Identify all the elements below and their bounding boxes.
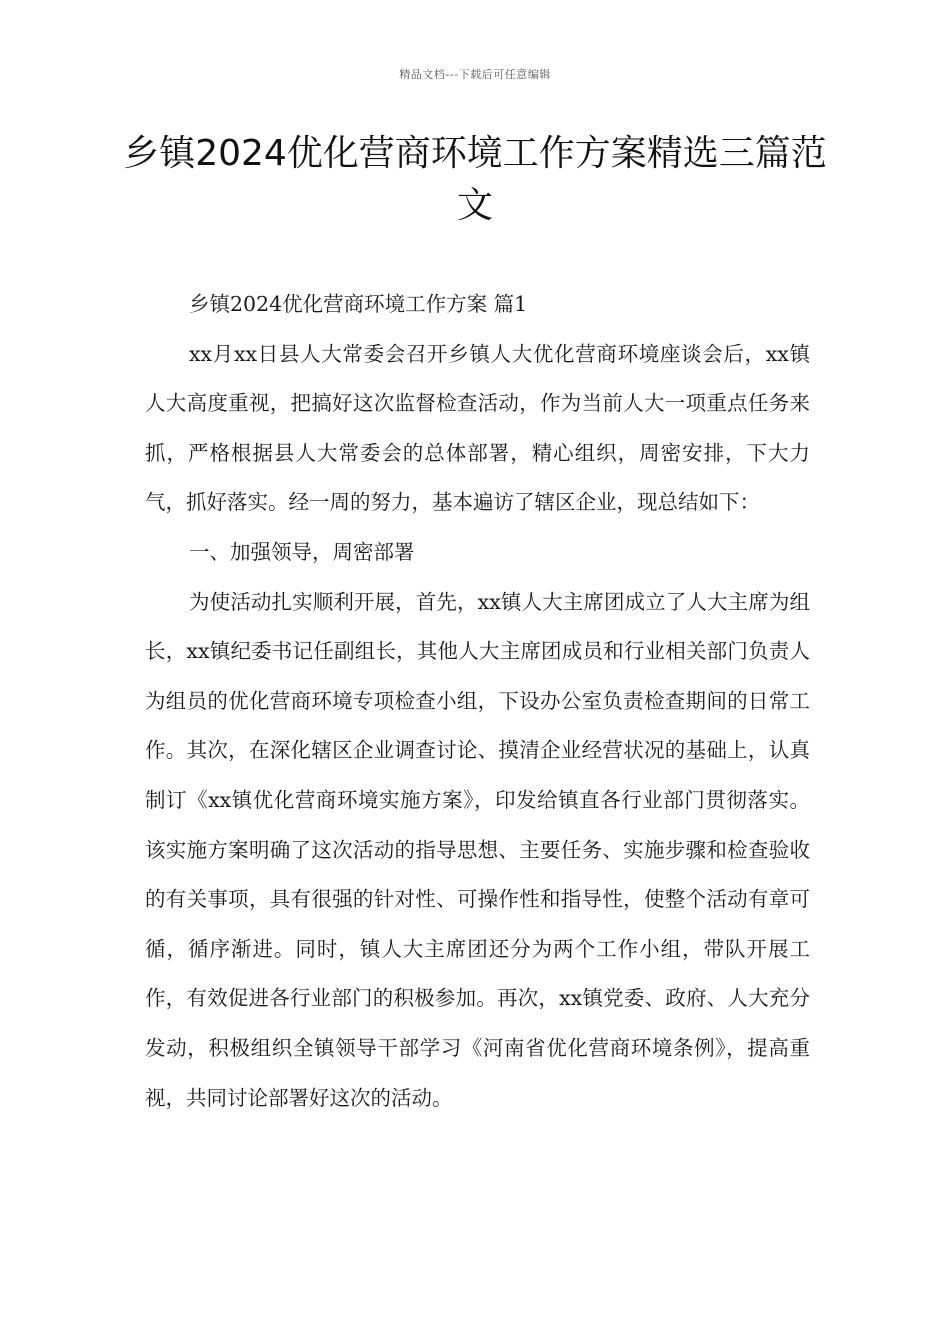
page-header-note: 精品文档---下载后可任意编辑 [399,68,551,81]
document-body [145,280,810,1123]
body-paragraph-1: 为使活动扎实顺利开展，首先，xx镇人大主席团成立了人大主席为组长，xx镇纪委书记任副组长，其他人大主席团成员和行业相关部门负责人为组员的优化营商环境专项检查小组，下设办公室负责检查期间的日常工作。其次，在深化辖区企业调查讨论、摸清企业经营状况的基础上，认真制订《xx镇优化营商环境实施方案》，印发给镇直各行业部门贯彻落实。该实施方案明确了这次活动的指导思想、主要任务、实施步骤和检查验收的有关事项，具有很强的针对性、可操作性和指导性，使整个活动有章可循，循序渐进。同时，镇人大主席团还分为两个工作小组，带队开展工作，有效促进各行业部门的积极参加。再次，xx镇党委、政府、人大充分发动，积极组织全镇领导干部学习《河南省优化营商环境条例》，提高重视，共同讨论部署好这次的活动。 [145,589,810,1110]
document-title: 乡镇2024优化营商环境工作方案精选三篇范文 [123,133,827,226]
intro-paragraph: xx月xx日县人大常委会召开乡镇人大优化营商环境座谈会后，xx镇人大高度重视，把搞好这次监督检查活动，作为当前人大一项重点任务来抓，严格根据县人大常委会的总体部署，精心组织，周密安排，下大力气，抓好落实。经一周的努力，基本遍访了辖区企业，现总结如下： [145,341,810,515]
subheading-1: 一、加强领导，周密部署 [189,539,415,564]
section-heading: 乡镇2024优化营商环境工作方案 篇1 [189,292,528,316]
